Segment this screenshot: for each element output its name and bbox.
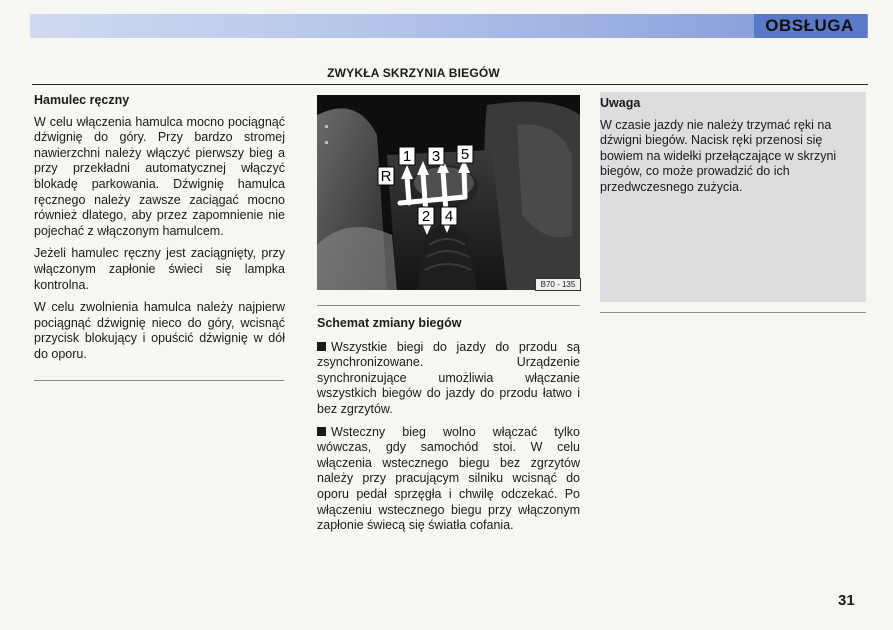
parking-brake-paragraph-3: W celu zwolnienia hamulca należy najpierw pociągnąć dźwignię nieco do góry, wcisnąć przycisk blokujący i opuścić dźwignię w dół do oporu. [34, 300, 285, 361]
note-heading: Uwaga [600, 96, 641, 110]
header-title: OBSŁUGA [765, 16, 854, 35]
shift-pattern-text-2: Wsteczny bieg wolno włączać tylko wówczas, gdy samochód stoi. W celu włączenia wstecznego biegu bez zgrzytów należy przy pracującym silniku wcisnąć do oporu pedał sprzęgła i chwilę odczekać. Po włączeniu wstecznego biegu przy włączonym zapłonie świecą się światła cofania. [317, 424, 580, 533]
parking-brake-heading: Hamulec ręczny [34, 93, 130, 107]
gear-label-3: 3 [431, 148, 441, 165]
shift-pattern-paragraph-2 [317, 425, 580, 534]
gear-label-reverse: R [380, 168, 392, 185]
shift-pattern-section [317, 316, 580, 541]
bullet-square-icon [317, 427, 326, 436]
header-band [30, 14, 868, 38]
figure-code: B70 - 135 [535, 278, 581, 291]
left-column-end-rule [34, 380, 284, 381]
note-section [600, 96, 866, 203]
shift-pattern-text-1: Wszystkie biegi do jazdy do przodu są zsynchronizowane. Urządzenie synchronizujące umożliwia włączanie wszystkich biegów do jazdy do przodu łatwo i bez zgrzytów. [317, 339, 580, 416]
section-title: ZWYKŁA SKRZYNIA BIEGÓW [327, 66, 500, 80]
gear-label-4: 4 [444, 208, 454, 225]
note-paragraph: W czasie jazdy nie należy trzymać ręki na dźwigni biegów. Nacisk ręki przenosi się bowiem na widełki przełączające w skrzyni biegów, co może prowadzić do ich przedwczesnego zużycia. [600, 117, 837, 194]
gear-shift-illustration [317, 95, 580, 290]
parking-brake-section [34, 93, 285, 370]
figure-bottom-rule [317, 305, 580, 306]
page-number: 31 [838, 592, 855, 609]
bullet-square-icon [317, 342, 326, 351]
parking-brake-paragraph-2: Jeżeli hamulec ręczny jest zaciągnięty, przy włączonym zapłonie świeci się lampka kontrolna. [34, 246, 285, 292]
right-column-rule [600, 312, 866, 313]
shift-pattern-paragraph-1 [317, 340, 580, 418]
parking-brake-paragraph-1: W celu włączenia hamulca mocno pociągnąć dźwignię do góry. Przy bardzo stromej nawierzchni należy włączyć pierwszy bieg a przy przekładni automatycznej włączyć blokadę parkowania. Dźwignię hamulca ręcznego należy zawsze zaciągać mocno również dlatego, aby przez zapomnienie nie pojechać z włączonym hamulcem. [34, 114, 285, 238]
section-divider [32, 84, 868, 85]
gear-label-5: 5 [460, 146, 470, 163]
shift-pattern-heading: Schemat zmiany biegów [317, 316, 462, 330]
gear-label-1: 1 [402, 148, 412, 165]
gear-label-2: 2 [421, 208, 431, 225]
gear-shift-photo [317, 95, 580, 290]
